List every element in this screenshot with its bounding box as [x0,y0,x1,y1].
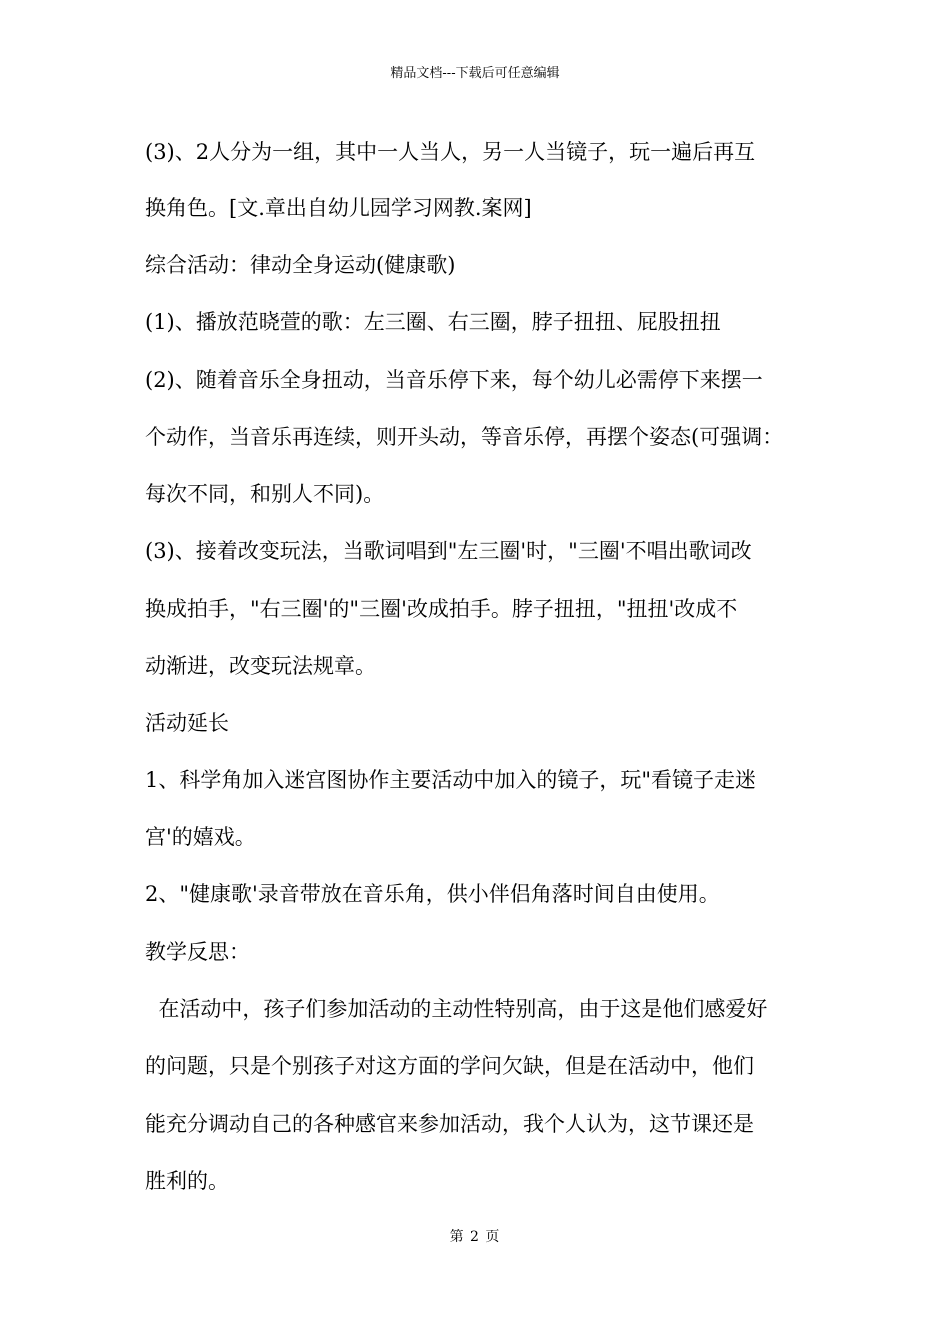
text-line: (3)、2人分为一组，其中一人当人，另一人当镜子，玩一遍后再互 [145,140,756,164]
text-line: 个动作，当音乐再连续，则开头动，等音乐停，再摆个姿态(可强调： [145,425,784,449]
text-line: 换角色。[文.章出自幼儿园学习网教.案网] [145,196,532,220]
text-line: 胜利的。 [145,1169,229,1193]
text-line: 的问题，只是个别孩子对这方面的学问欠缺，但是在活动中，他们 [145,1054,754,1078]
text-line: 在活动中，孩子们参加活动的主动性特别高，由于这是他们感爱好 [145,997,768,1021]
text-line: (2)、随着音乐全身扭动，当音乐停下来，每个幼儿必需停下来摆一 [145,368,763,392]
section-heading: 活动延长 [145,711,229,735]
text-line: 宫'的嬉戏。 [145,825,256,849]
page-number: 第 2 页 [449,1229,501,1245]
text-line: 每次不同，和别人不同)。 [145,482,385,506]
page-header: 精品文档---下载后可任意编辑 [390,66,560,81]
section-heading: 综合活动：律动全身运动(健康歌) [145,253,456,277]
text-line: 能充分调动自己的各种感官来参加活动，我个人认为，这节课还是 [145,1112,754,1136]
text-line: 动渐进，改变玩法规章。 [145,654,376,678]
text-line: 换成拍手，"右三圈'的"三圈'改成拍手。脖子扭扭，"扭扭'改成不 [145,597,738,621]
text-line: 2、"健康歌'录音带放在音乐角，供小伴侣角落时间自由使用。 [145,882,720,906]
text-line: (3)、接着改变玩法，当歌词唱到"左三圈'时，"三圈'不唱出歌词改 [145,539,752,563]
section-heading: 教学反思： [145,940,250,964]
text-line: (1)、播放范晓萱的歌：左三圈、右三圈，脖子扭扭、屁股扭扭 [145,310,721,334]
text-line: 1、科学角加入迷宫图协作主要活动中加入的镜子，玩"看镜子走迷 [145,768,757,792]
